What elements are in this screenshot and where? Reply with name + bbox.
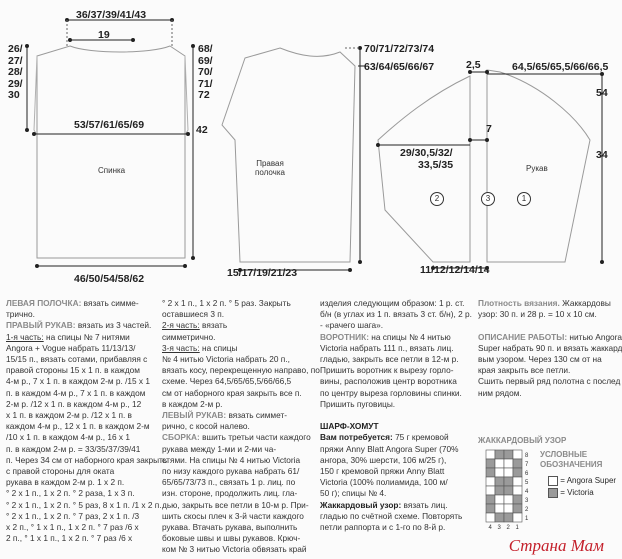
sleeve-cuff-width-2: 33,5/35 [418, 159, 454, 171]
text-line [478, 309, 610, 320]
body-text: нитью Angora [567, 331, 622, 342]
back-chest-width: 53/57/61/65/69 [74, 119, 145, 131]
sleeve-side-height: 34 [596, 149, 608, 161]
text-line [162, 309, 315, 320]
chart-title: ЖАККАРДОВЫЙ УЗОР [478, 436, 567, 445]
col-number: 3 [497, 525, 501, 531]
body-text: 65/65/73/73 п., связать 1 р. лиц. по [162, 477, 296, 488]
section-heading: Жаккардовый узор: [320, 499, 402, 510]
chart-cell [504, 504, 513, 513]
jacquard-chart [478, 448, 538, 532]
body-text: изн. стороне, продолжить лиц. гла- [162, 488, 298, 499]
body-text: 150 г кремовой пряжи Anny Blatt [320, 466, 445, 477]
row-number: 5 [525, 480, 529, 486]
body-text: Пришить воротник к вырезу горло- [320, 365, 454, 376]
body-text: ° 2 х 1 п., 1 х 2 п. ° 5 раз. Закрыть [162, 298, 291, 308]
chart-cell [486, 468, 495, 477]
body-text: № 4 нитью Victoria набрать 20 п., [162, 354, 290, 365]
body-text: Victoria (100% полиамида, 100 м/ [320, 477, 448, 488]
row-number: 2 [525, 507, 529, 513]
text-column-2 [162, 298, 320, 559]
text-line [162, 365, 320, 376]
text-line [6, 454, 168, 466]
text-line [478, 354, 610, 365]
text-line [6, 511, 159, 522]
text-line [162, 477, 315, 488]
text-line [6, 432, 159, 443]
body-text: х 2 п., ° 1 х 1 п., 1 х 2 п. ° 7 раз /6 х [6, 522, 139, 533]
body-text: 2 п., ° 1 х 1 п., 1 х 2 п. ° 7 раз /6 х [6, 533, 133, 544]
text-line [162, 410, 315, 421]
back-neck-width: 19 [98, 29, 110, 41]
text-line [6, 309, 159, 320]
body-text: гладью по счётной схеме. Повторять [320, 510, 463, 521]
body-text: п. Через 34 см от наборного края закрыть [6, 454, 168, 465]
text-line [478, 320, 610, 331]
text-line [320, 488, 473, 499]
body-text: рукава. Втачать рукава, выполнить [162, 522, 298, 533]
body-text: рукава в каждом 2-м р. 1 х 2 п. [6, 477, 125, 488]
body-text: пряжи Anny Blatt Angora Super (70% [320, 443, 459, 454]
col-number: 4 [488, 525, 492, 531]
body-text: на спицы [199, 342, 238, 353]
section-heading: ВОРОТНИК: [320, 331, 369, 342]
text-line [320, 466, 473, 477]
text-line [162, 388, 315, 399]
chart-cell [495, 468, 504, 477]
body-text: Super набрать 90 п. и вязать жаккард [478, 342, 622, 353]
text-line [478, 388, 610, 399]
chart-cell [495, 459, 504, 468]
text-line [162, 376, 315, 387]
row-number: 7 [525, 462, 529, 468]
victoria-swatch [548, 488, 558, 498]
watermark-logo: Страна Мам [508, 536, 604, 555]
chart-cell [486, 513, 495, 522]
section-heading: 3-я часть: [162, 342, 200, 353]
chart-cell [486, 459, 495, 468]
body-text: Сшить первый ряд полотна с послед [478, 376, 621, 387]
body-text: схеме. Через 64,5/65/65,5/66/66,5 [162, 376, 292, 387]
back-total-height: 68/ 69/ 70/ 71/ 72 [198, 43, 213, 101]
legend-heading: УСЛОВНЫЕ ОБОЗНАЧЕНИЯ [540, 450, 603, 469]
body-text: ком № 3 нитью Victoria обвязать край [162, 544, 307, 555]
text-line [320, 500, 473, 511]
body-text: оставшиеся 3 п. [162, 309, 225, 320]
text-line [162, 298, 315, 309]
body-text: вязать симмет- [226, 410, 288, 421]
section-heading: Вам потребуется: [320, 432, 393, 443]
body-text: ним рядом. [478, 387, 522, 398]
body-text: вины, расположив центр воротника [320, 376, 457, 387]
text-line [320, 444, 473, 455]
text-line [162, 533, 315, 544]
body-text: изделия следующим образом: 1 р. ст. [320, 298, 465, 308]
body-text: края закрыть все петли. [478, 365, 571, 376]
chart-cell [486, 495, 495, 504]
text-line [6, 410, 159, 421]
text-line [320, 309, 473, 320]
chart-cell [513, 450, 522, 459]
chart-cell [495, 477, 504, 486]
body-text: с правой стороны для оката [6, 466, 115, 477]
body-text: /10 х 1 п. в каждом 4-м р., 16 х 1 [6, 432, 130, 443]
text-line [6, 533, 159, 544]
text-line [478, 376, 621, 387]
text-line [6, 365, 159, 376]
text-line [320, 343, 473, 354]
body-text: на спицы № 7 нитями [43, 331, 130, 342]
text-line [162, 488, 315, 499]
text-line [320, 298, 473, 309]
sleeve-top-height: 54 [596, 87, 608, 99]
text-line [6, 488, 159, 499]
body-text: 2-м р. /12 х 1 п. в каждом 4-м р., 12 [6, 398, 142, 409]
sleeve-top-width: 64,5/65/65,5/66/66,5 [512, 61, 609, 73]
body-text: трично. [6, 309, 35, 320]
text-line [162, 399, 315, 410]
back-top-width: 36/37/39/41/43 [76, 9, 147, 21]
text-line [162, 455, 315, 466]
text-line [162, 432, 315, 443]
body-text: п. в каждом 2-м р. = 33/35/37/39/41 [6, 443, 141, 454]
body-text: 4-м р., 7 х 1 п. в каждом 2-м р. /15 х 1 [6, 376, 150, 387]
sleeve-inner-width: 7 [486, 123, 492, 135]
sleeve-label: Рукав [526, 164, 548, 173]
body-text: на спицы № 4 нитью [368, 331, 451, 342]
front-outline [222, 48, 355, 262]
row-number: 4 [525, 489, 529, 495]
text-line [162, 320, 315, 331]
back-label: Спинка [98, 166, 126, 175]
text-line [320, 365, 473, 376]
chart-cell [513, 486, 522, 495]
back-shoulder-height: 26/ 27/ 28/ 29/ 30 [8, 43, 23, 101]
chart-cell [504, 468, 513, 477]
chart-cell [495, 513, 504, 522]
angora-swatch [548, 476, 558, 486]
row-number: 8 [525, 453, 529, 459]
body-text: ° 2 х 1 п., 1 х 2 п. ° 2 раза, 1 х 3 п. [6, 488, 135, 499]
text-line [320, 477, 473, 488]
text-line [320, 332, 473, 343]
text-line [6, 343, 159, 354]
text-line [320, 388, 473, 399]
body-text: каждом 4-м р., 12 х 1 п. в каждом 2-м [6, 421, 150, 432]
row-number: 6 [525, 471, 529, 477]
legend-angora: = Angora Super [548, 475, 616, 487]
text-line [6, 298, 159, 309]
body-text: вшить третьи части каждого [199, 432, 311, 443]
body-text: стями. На спицы № 4 нитью Victoria [162, 454, 301, 465]
legend [548, 475, 616, 499]
text-line [478, 298, 610, 309]
body-text: вым узором. Через 130 см от на [478, 354, 602, 365]
part-3-marker: 3 [481, 192, 495, 206]
text-line [478, 365, 610, 376]
chart-cell [513, 477, 522, 486]
part-2-marker: 2 [430, 192, 444, 206]
chart-cell [504, 450, 513, 459]
col-number: 1 [515, 525, 519, 531]
text-line [320, 410, 473, 421]
text-line [162, 354, 315, 365]
front-total-height: 70/71/72/73/74 [364, 43, 435, 55]
body-text: ° 2 х 1 п., 1 х 2 п. ° 5 раз, 8 х 1 п. /1 х 2 п. [6, 499, 162, 510]
section-heading: ОПИСАНИЕ РАБОТЫ: [478, 331, 568, 342]
text-line [162, 544, 315, 555]
body-text: 15/15 п., вязать сотами, прибавляя с [6, 354, 148, 365]
chart-cell [486, 477, 495, 486]
body-text: вязать из 3 частей. [75, 320, 152, 331]
text-line [320, 376, 473, 387]
text-line [320, 320, 473, 331]
text-line [320, 455, 473, 466]
body-text: ангора, 30% шерсти, 106 м/25 г), [320, 454, 447, 465]
back-side-height: 42 [196, 124, 208, 136]
body-text: Victoria набрать 111 п., вязать лиц. [320, 342, 454, 353]
text-line [6, 444, 159, 455]
text-line [6, 354, 159, 365]
body-text: см от наборного края закрыть все п. [162, 387, 302, 398]
chart-cell [504, 477, 513, 486]
body-text: петли раппорта и с 1-го по 8-й р. [320, 522, 446, 533]
body-text: гладью, закрыть все петли в 12-м р. [320, 354, 459, 365]
text-line [162, 421, 315, 432]
body-text: рукава между 1-ми и 2-ми ча- [162, 443, 277, 454]
text-column-1 [6, 298, 168, 559]
text-line [6, 376, 159, 387]
text-line [6, 499, 162, 511]
body-text: Пришить пуговицы. [320, 398, 396, 409]
section-heading: СБОРКА: [162, 432, 200, 443]
text-line [6, 332, 159, 343]
col-number: 2 [506, 525, 510, 531]
text-line [320, 522, 473, 533]
chart-cell [495, 504, 504, 513]
section-heading: ЛЕВАЯ ПОЛОЧКА: [6, 298, 82, 308]
body-text: по центру выреза горловины спинки. [320, 387, 462, 398]
text-line [478, 342, 622, 354]
section-heading: 2-я часть: [162, 320, 200, 331]
chart-cell [513, 513, 522, 522]
chart-cell [495, 495, 504, 504]
chart-cell [495, 486, 504, 495]
body-text: вязать симме- [81, 298, 139, 308]
body-text: дью, закрыть все петли в 10-м р. При- [162, 499, 309, 510]
chart-cell [513, 468, 522, 477]
back-outline [37, 46, 185, 258]
text-line [6, 466, 159, 477]
text-line [162, 500, 315, 511]
text-line [6, 399, 159, 410]
chart-cell [504, 513, 513, 522]
part-1-marker: 1 [517, 192, 531, 206]
body-text: Жаккардовы [559, 298, 611, 308]
body-text: узор: 30 п. и 28 р. = 10 х 10 см. [478, 309, 597, 320]
text-line [6, 522, 159, 533]
section-heading: ПРАВЫЙ РУКАВ: [6, 320, 76, 331]
body-text: шить скосы плеч к 3-й части каждого [162, 510, 304, 521]
text-line [162, 444, 315, 455]
body-text: 75 г кремовой [392, 432, 449, 443]
body-text: рично, с косой налево. [162, 421, 250, 432]
text-line [320, 354, 473, 365]
sleeve-cap-width: 2,5 [466, 59, 481, 71]
text-line [162, 511, 315, 522]
sleeve-cuff-width: 29/30,5/32/ [400, 147, 453, 159]
chart-cell [513, 459, 522, 468]
body-text: вязать лиц. [401, 499, 448, 510]
chart-cell [504, 486, 513, 495]
legend-victoria: = Victoria [548, 487, 616, 499]
text-line [162, 466, 315, 477]
body-text: в каждом 2-м р. [162, 398, 223, 409]
row-number: 1 [525, 516, 529, 522]
text-line [478, 331, 622, 343]
chart-cell [486, 486, 495, 495]
text-line [162, 522, 315, 533]
chart-cell [504, 459, 513, 468]
body-text: вязать косу, перекрещенную направо, по [162, 365, 320, 376]
body-text: правой стороны 15 х 1 п. в каждом [6, 365, 140, 376]
chart-cell [486, 504, 495, 513]
front-label: Правая полочка [255, 159, 285, 177]
text-column-3 [320, 298, 473, 559]
text-line [162, 332, 315, 343]
body-text: х 1 п. в каждом 2-м р. /12 х 1 п. в [6, 410, 132, 421]
body-text: б/н (в углах из 1 п. вязать 3 ст. б/н), 2 р. [320, 309, 472, 320]
row-number: 3 [525, 498, 529, 504]
section-heading: Плотность вязания. [478, 298, 560, 308]
body-text: 50 г); спицы № 4. [320, 488, 387, 499]
body-text: Angora + Vogue набрать 11/13/13/ [6, 342, 136, 353]
chart-cell [495, 450, 504, 459]
text-line [6, 388, 159, 399]
text-line [320, 421, 473, 432]
text-line [320, 399, 473, 410]
text-line [6, 477, 159, 488]
body-text: боковые швы и швы рукавов. Крюч- [162, 533, 301, 544]
front-side-height: 63/64/65/66/67 [364, 61, 435, 73]
chart-cell [513, 504, 522, 513]
body-text: по низу каждого рукава набрать 61/ [162, 466, 300, 477]
back-bottom-width: 46/50/54/58/62 [74, 273, 145, 285]
text-line [6, 320, 159, 331]
section-heading: 1-я часть: [6, 331, 44, 342]
body-text: симметрично. [162, 331, 216, 342]
sleeve-bottom-width: 11/12/12/14/14 [420, 264, 490, 276]
text-line [162, 343, 315, 354]
section-heading: ШАРФ-ХОМУТ [320, 421, 379, 432]
body-text: п. в каждом 4-м р., 7 х 1 п. в каждом [6, 387, 146, 398]
section-heading: ЛЕВЫЙ РУКАВ: [162, 410, 227, 421]
body-text: вязать [199, 320, 228, 331]
chart-cell [513, 495, 522, 504]
chart-cell [486, 450, 495, 459]
text-line [320, 432, 473, 443]
text-line [320, 511, 473, 522]
front-bottom-width: 15/17/19/21/23 [227, 267, 298, 279]
body-text: - «рачего шага». [320, 320, 384, 331]
text-line [6, 421, 159, 432]
body-text: ° 2 х 1 п., 1 х 2 п. ° 7 раз, 2 х 1 п. /3 [6, 510, 140, 521]
chart-cell [504, 495, 513, 504]
text-column-4 [478, 298, 622, 408]
